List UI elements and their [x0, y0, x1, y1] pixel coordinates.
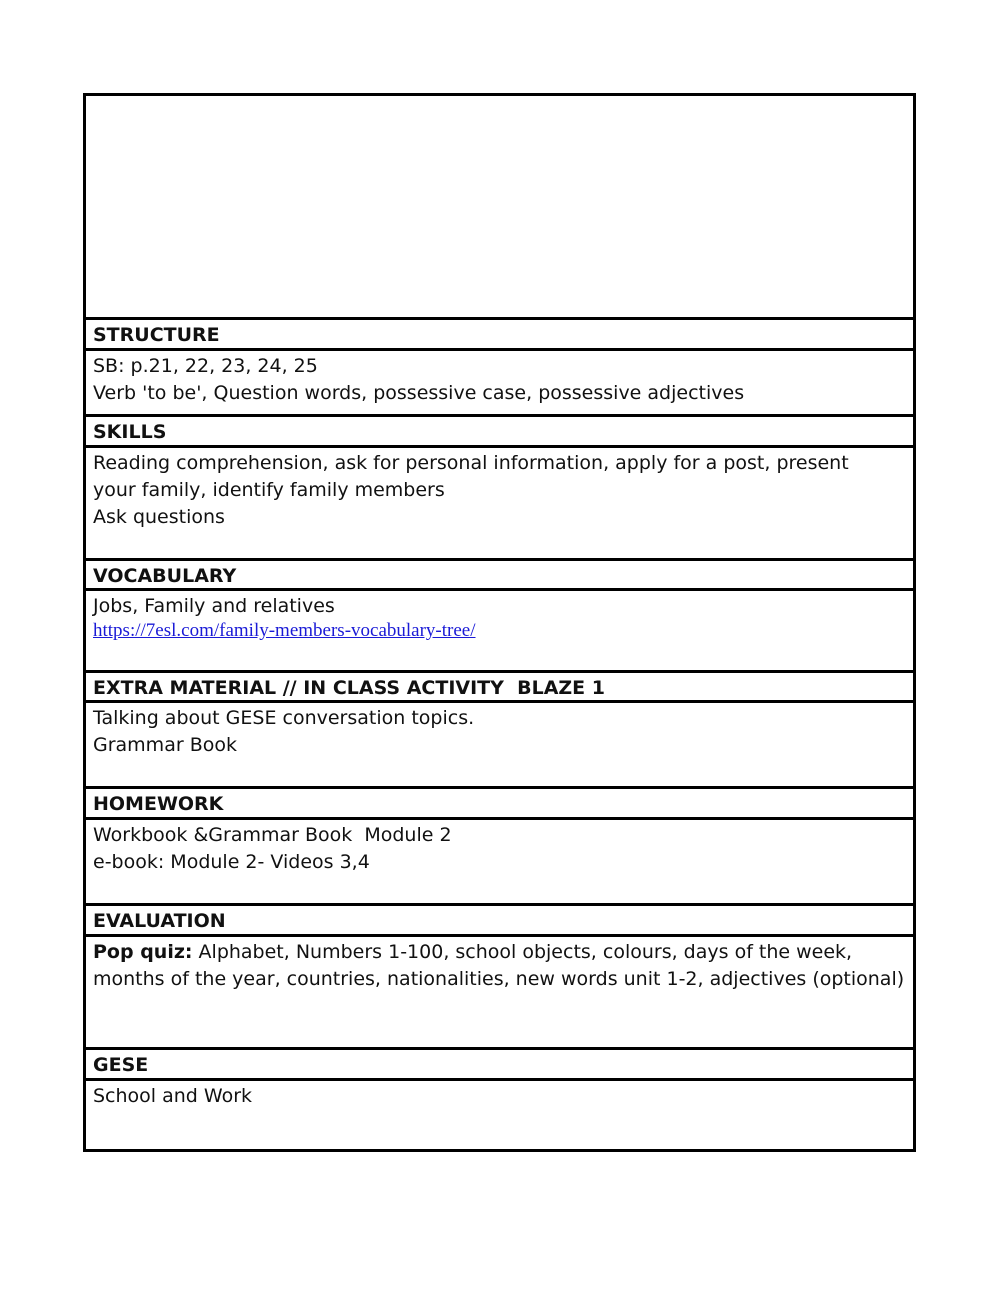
- pop-quiz-label: Pop quiz:: [93, 941, 193, 963]
- gese-heading: [86, 1050, 913, 1081]
- lesson-plan-table: [83, 93, 916, 1152]
- vocabulary-heading: [86, 561, 913, 591]
- skills-content: [86, 448, 913, 561]
- evaluation-content: [86, 937, 913, 1050]
- structure-line: SB: p.21, 22, 23, 24, 25: [93, 355, 318, 377]
- gese-heading-text: GESE: [93, 1054, 149, 1076]
- structure-line: Verb 'to be', Question words, possessive case, possessive adjectives: [93, 382, 745, 404]
- vocabulary-heading-text: VOCABULARY: [93, 565, 237, 587]
- gese-line: School and Work: [93, 1085, 253, 1107]
- evaluation-line: Alphabet, Numbers 1-100, school objects, colours, days of the week, months of the year, countries, nationalities, new words unit 1-2, adjectives (optional): [93, 941, 905, 990]
- extra-material-line: Grammar Book: [93, 734, 237, 756]
- gese-content: [86, 1081, 913, 1149]
- skills-line: Reading comprehension, ask for personal information, apply for a post, present your family, identify family members: [93, 452, 849, 501]
- homework-heading-text: HOMEWORK: [93, 793, 224, 815]
- homework-line: e-book: Module 2- Videos 3,4: [93, 851, 370, 873]
- evaluation-heading: [86, 906, 913, 937]
- skills-line: Ask questions: [93, 506, 225, 528]
- extra-material-heading: [86, 673, 913, 703]
- vocabulary-link[interactable]: https://7esl.com/family-members-vocabulary-tree/: [93, 620, 476, 641]
- structure-heading: [86, 320, 913, 351]
- evaluation-heading-text: EVALUATION: [93, 910, 226, 932]
- extra-material-line: Talking about GESE conversation topics.: [93, 707, 475, 729]
- vocabulary-content: [86, 591, 913, 673]
- structure-heading-text: STRUCTURE: [93, 324, 220, 346]
- homework-heading: [86, 789, 913, 820]
- homework-line: Workbook &Grammar Book Module 2: [93, 824, 452, 846]
- blank-header-cell: [86, 96, 913, 320]
- skills-heading: [86, 417, 913, 448]
- extra-material-content: [86, 703, 913, 789]
- vocabulary-line: Jobs, Family and relatives: [93, 595, 335, 617]
- homework-content: [86, 820, 913, 906]
- skills-heading-text: SKILLS: [93, 421, 167, 443]
- extra-material-heading-text: EXTRA MATERIAL // IN CLASS ACTIVITY BLAZE 1: [93, 677, 605, 699]
- structure-content: [86, 351, 913, 417]
